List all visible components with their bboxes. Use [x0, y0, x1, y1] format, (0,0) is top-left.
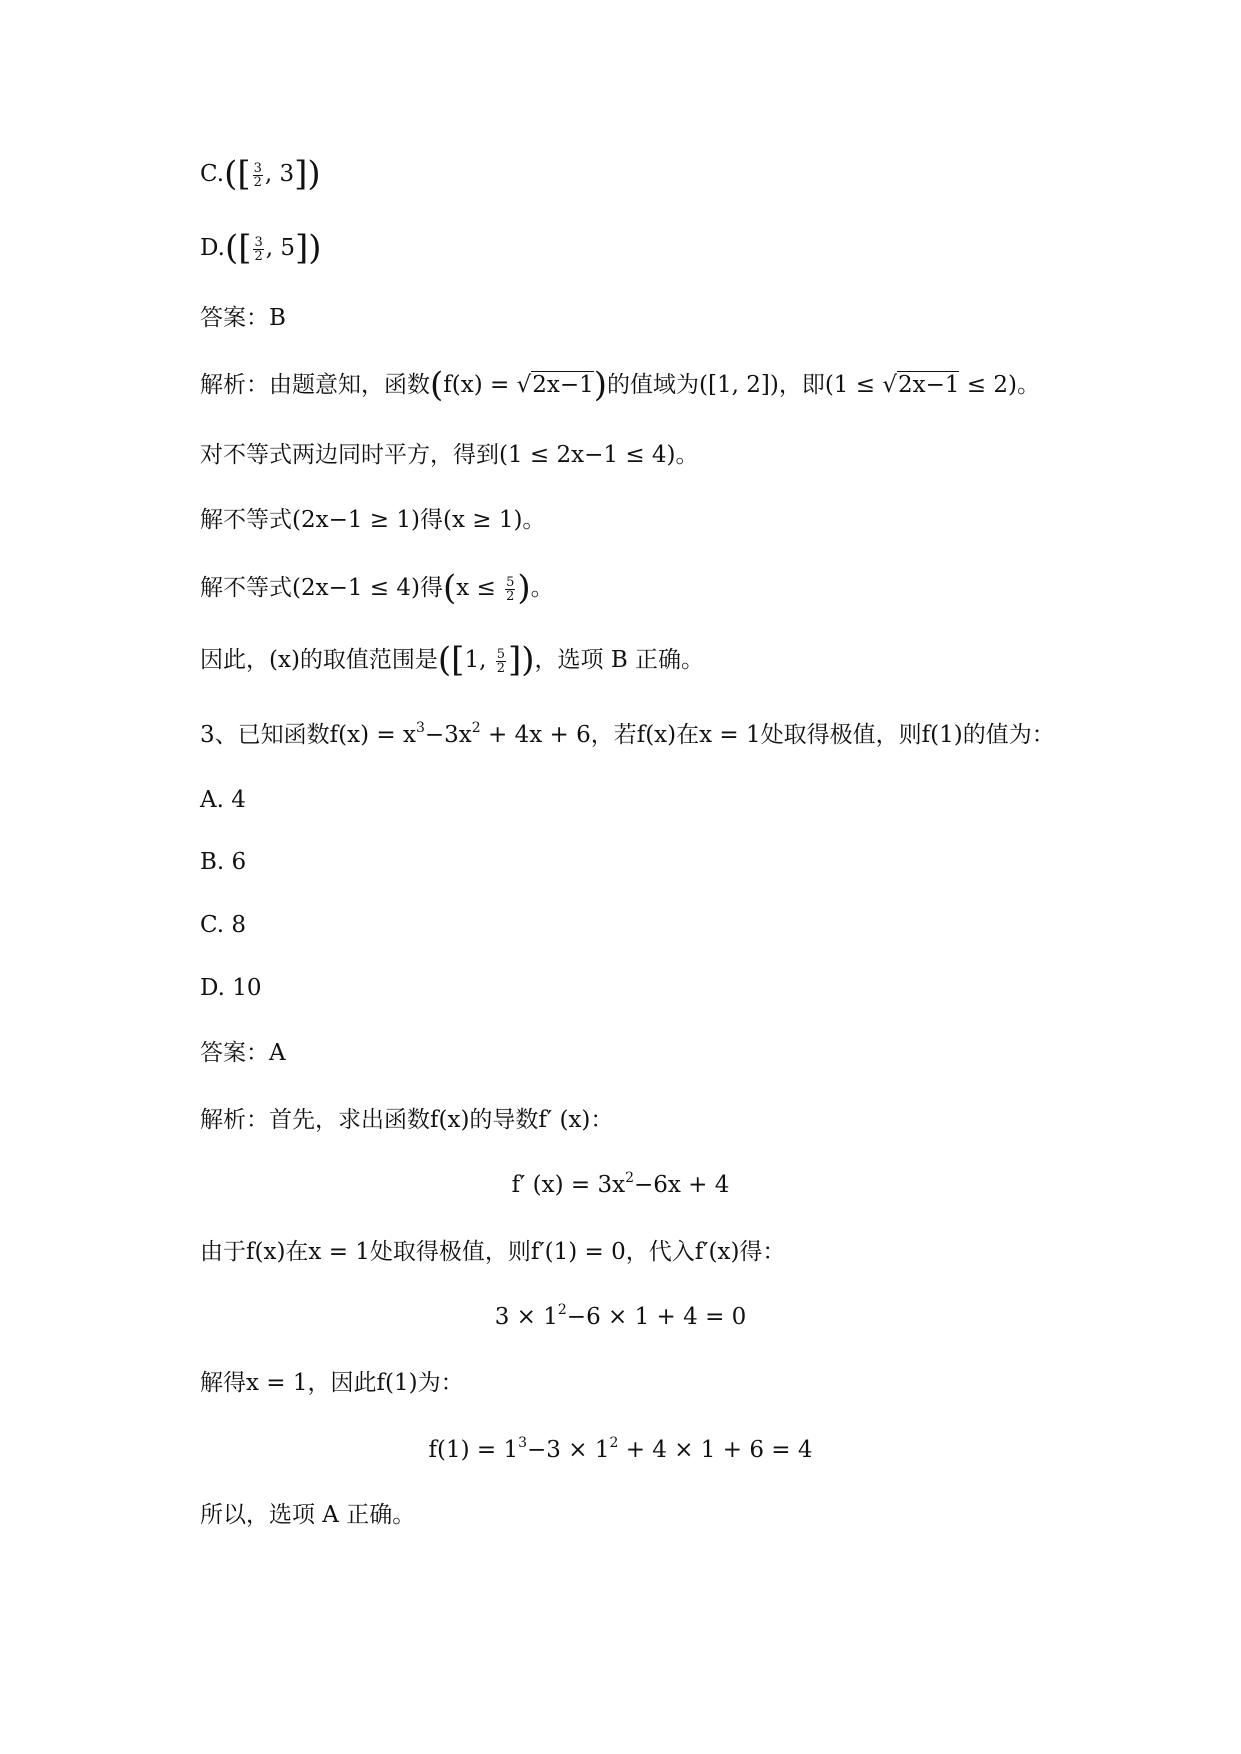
fraction-denominator: 2	[253, 174, 262, 190]
fraction-numerator: 5	[506, 574, 515, 590]
option-c-2	[200, 905, 246, 945]
fraction	[505, 576, 515, 603]
text: −6 × 1 + 4 = 0	[566, 1304, 747, 1330]
text: 因此，(x)的取值范围是	[200, 647, 438, 673]
option-label: A.	[200, 787, 224, 813]
text: 。	[530, 575, 554, 601]
text: ，选项 B 正确。	[534, 647, 705, 673]
option-d-2	[200, 968, 262, 1008]
paren-close: ])	[295, 228, 322, 268]
line-solve-2	[200, 568, 554, 608]
equation-f1	[0, 1430, 1241, 1470]
line-conclusion-1	[200, 640, 704, 680]
fraction	[253, 236, 263, 263]
fraction	[496, 648, 506, 675]
square-root: √2x−1	[516, 372, 594, 398]
option-value: 4	[231, 787, 246, 813]
interval-upper: 3	[279, 161, 295, 187]
text: −3x	[424, 722, 472, 748]
equation-derivative	[0, 1165, 1241, 1205]
text: f′ (x) = 3x	[511, 1172, 626, 1198]
option-d: D.([ $\frac{3}{2}$ , 5])	[200, 228, 322, 268]
exponent: 3	[518, 1435, 528, 1451]
paren-open: ([	[224, 154, 251, 194]
option-a	[200, 780, 246, 820]
line-extremum: 由于f(x)在x = 1处取得极值，则f′(1) = 0，代入f′(x)得：	[200, 1239, 786, 1265]
fraction-denominator: 2	[506, 588, 515, 604]
line-square: 对不等式两边同时平方，得到(1 ≤ 2x−1 ≤ 4)。	[200, 442, 699, 468]
option-label: C.	[200, 161, 225, 187]
exponent: 2	[471, 720, 481, 736]
fraction-numerator: 5	[496, 646, 505, 662]
explanation-1	[200, 365, 1040, 405]
interval-upper: 5	[280, 235, 296, 261]
fraction-denominator: 2	[496, 660, 505, 676]
option-label: D.	[200, 235, 225, 261]
square-root: √2x−1	[882, 372, 960, 398]
text: + 4 × 1 + 6 = 4	[618, 1437, 813, 1463]
line-solve-1: 解不等式(2x−1 ≥ 1)得(x ≥ 1)。	[200, 507, 546, 533]
text: 解析：由题意知，函数	[200, 372, 430, 398]
text: 解不等式(2x−1 ≤ 4)得	[200, 575, 443, 601]
radicand: 2x−1	[532, 372, 594, 398]
option-value: 10	[232, 975, 262, 1001]
paren-open: ([	[437, 640, 465, 680]
text: + 4x + 6，若f(x)在x = 1处取得极值，则f(1)的值为：	[480, 722, 1055, 748]
equation-substitute	[0, 1297, 1241, 1337]
paren-close: ])	[508, 640, 535, 680]
fraction-numerator: 3	[253, 160, 262, 176]
fraction	[253, 162, 263, 189]
text: 3 × 1	[494, 1304, 558, 1330]
explanation-2: 解析：首先，求出函数f(x)的导数f′ (x)：	[200, 1107, 614, 1133]
paren-close: )	[517, 568, 531, 608]
option-label: B.	[200, 849, 225, 875]
option-label: C.	[200, 912, 225, 938]
option-value: 8	[231, 912, 247, 938]
text: ≤ 2)。	[959, 372, 1040, 398]
option-value: 6	[231, 849, 247, 875]
text: 的值域为([1, 2])，即(1 ≤	[607, 372, 883, 398]
paren-open: (	[430, 365, 444, 405]
line-conclusion-2: 所以，选项 A 正确。	[200, 1502, 416, 1528]
fraction-denominator: 2	[254, 248, 263, 264]
text: f(1) = 1	[428, 1437, 519, 1463]
answer-2: 答案：A	[200, 1040, 286, 1066]
answer-1: 答案：B	[200, 305, 286, 331]
option-b	[200, 842, 246, 882]
exponent: 2	[557, 1302, 567, 1318]
exponent: 2	[609, 1435, 619, 1451]
question-3	[200, 715, 1055, 755]
option-label: D.	[200, 975, 225, 1001]
function-text: f(x) =	[443, 372, 517, 398]
text: −6x + 4	[633, 1172, 730, 1198]
paren-open: ([	[224, 228, 252, 268]
paren-open: (	[442, 568, 457, 608]
exponent: 2	[625, 1170, 634, 1186]
text: 3、已知函数f(x) = x	[200, 722, 416, 748]
option-c: C.([ $\frac{3}{2}$ , 3])	[200, 154, 321, 194]
text: x ≤	[456, 575, 504, 601]
fraction-numerator: 3	[254, 234, 263, 250]
interval-lower: 1,	[464, 647, 494, 673]
paren-close: )	[593, 365, 608, 405]
radicand: 2x−1	[897, 372, 960, 398]
text: −3 × 1	[527, 1437, 610, 1463]
paren-close: ])	[294, 154, 321, 194]
line-solve-x: 解得x = 1，因此f(1)为：	[200, 1370, 464, 1396]
exponent: 3	[415, 720, 425, 736]
